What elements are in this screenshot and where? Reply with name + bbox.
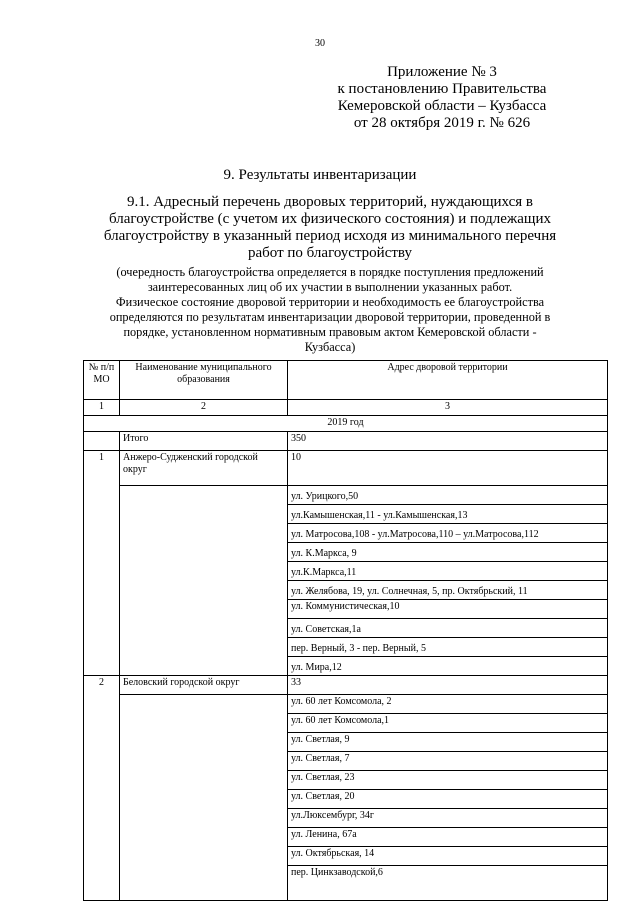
inventory-table — [83, 360, 608, 901]
appendix-line: от 28 октября 2019 г. № 626 — [353, 115, 531, 131]
address-cell: ул.Камышенская,11 - ул.Камышенская,13 — [288, 505, 608, 524]
address-cell: ул. Коммунистическая,10 — [288, 600, 608, 619]
address-cell: ул. Желябова, 19, ул. Солнечная, 5, пр. Октябрьский, 11 — [288, 581, 608, 600]
municipality-name: Анжеро-Судженский городской округ — [120, 451, 288, 486]
table-row — [84, 451, 608, 486]
address-cell: ул. Матросова,108 - ул.Матросова,110 – ул.Матросова,112 — [288, 524, 608, 543]
address-cell: ул. 60 лет Комсомола, 2 — [288, 695, 608, 714]
appendix-block — [318, 64, 566, 132]
address-cell: ул.К.Маркса,11 — [288, 562, 608, 581]
address-cell: ул. Светлая, 9 — [288, 733, 608, 752]
note-line: заинтересованных лиц об их участии в выполнении указанных работ. — [147, 280, 513, 294]
address-cell: ул. Светлая, 7 — [288, 752, 608, 771]
column-number: 1 — [84, 400, 120, 416]
column-number-row — [84, 400, 608, 416]
subsection-title — [80, 194, 580, 262]
table-row — [84, 486, 608, 505]
appendix-line: к постановлению Правительства — [337, 81, 547, 97]
address-cell: ул. К.Маркса, 9 — [288, 543, 608, 562]
year-row — [84, 416, 608, 432]
section-title: 9. Результаты инвентаризации — [223, 167, 417, 183]
municipality-count: 10 — [288, 451, 608, 486]
address-cell: ул. Октябрьская, 14 — [288, 847, 608, 866]
address-cell: ул. Светлая, 23 — [288, 771, 608, 790]
address-cell: пер. Цинкзаводской,6 — [288, 866, 608, 901]
note-line: Кузбасса) — [304, 340, 356, 354]
subsection-line: 9.1. Адресный перечень дворовых территорий, нуждающихся в — [127, 194, 533, 210]
subsection-line: работ по благоустройству — [248, 245, 412, 261]
municipality-count: 33 — [288, 676, 608, 695]
subsection-line: благоустройстве (с учетом их физического состояния) и подлежащих — [109, 211, 551, 227]
municipality-name-cont — [120, 695, 288, 901]
address-cell: ул. Мира,12 — [288, 657, 608, 676]
header-number: № п/п МО — [84, 361, 120, 400]
address-cell: ул. Урицкого,50 — [288, 486, 608, 505]
table-header-row — [84, 361, 608, 400]
address-cell: ул. Советская,1а — [288, 619, 608, 638]
municipality-name-cont — [120, 486, 288, 676]
subsection-line: благоустройству в указанный период исходя из минимального перечня — [103, 228, 557, 244]
address-cell: пер. Верный, 3 - пер. Верный, 5 — [288, 638, 608, 657]
appendix-line: Кемеровской области – Кузбасса — [337, 98, 547, 114]
total-row — [84, 432, 608, 451]
note-line: определяются по результатам инвентаризации дворовой территории, проведенной в — [109, 310, 551, 324]
address-cell: ул. Светлая, 20 — [288, 790, 608, 809]
column-number: 3 — [288, 400, 608, 416]
header-address: Адрес дворовой территории — [288, 361, 608, 400]
municipality-name: Беловский городской округ — [120, 676, 288, 695]
note-line: (очередность благоустройства определяется в порядке поступления предложений — [116, 265, 544, 279]
municipality-number: 1 — [84, 451, 120, 676]
header-municipality: Наименование муниципального образования — [120, 361, 288, 400]
column-number: 2 — [120, 400, 288, 416]
total-value: 350 — [288, 432, 608, 451]
total-label: Итого — [120, 432, 288, 451]
appendix-line: Приложение № 3 — [387, 64, 497, 80]
note-text — [78, 265, 582, 355]
table-row — [84, 695, 608, 714]
address-cell: ул. Ленина, 67а — [288, 828, 608, 847]
note-line: Физическое состояние дворовой территории и необходимость ее благоустройства — [115, 295, 545, 309]
year-label: 2019 год — [84, 416, 608, 432]
address-cell: ул. 60 лет Комсомола,1 — [288, 714, 608, 733]
municipality-number: 2 — [84, 676, 120, 901]
note-line: порядке, установленном нормативным правовым актом Кемеровской области - — [123, 325, 537, 339]
table-row — [84, 676, 608, 695]
address-cell: ул.Люксембург, 34г — [288, 809, 608, 828]
page-number: 30 — [315, 38, 325, 49]
total-number-cell — [84, 432, 120, 451]
